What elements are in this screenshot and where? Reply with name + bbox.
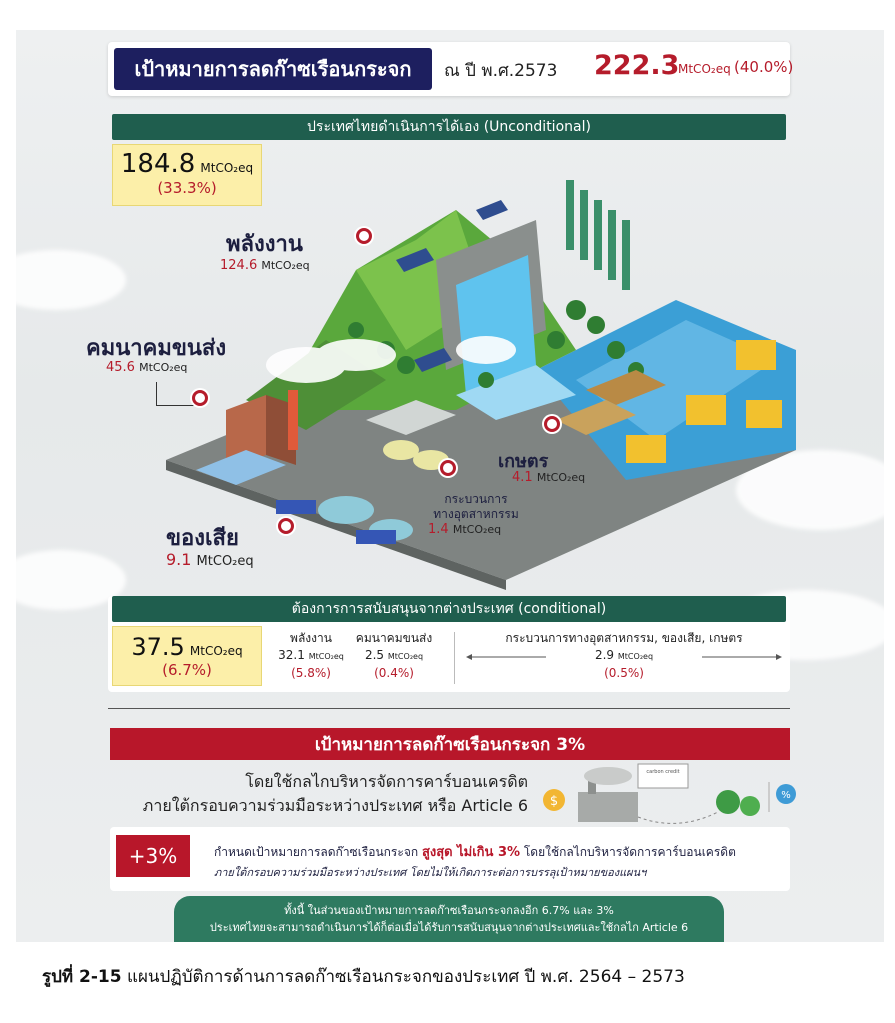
cloud-decoration [16, 250, 126, 310]
figure-caption-label: รูปที่ 2-15 [42, 967, 122, 987]
conditional-band: ต้องการการสนับสนุนจากต่างประเทศ (conditional) [112, 596, 786, 622]
agriculture-map-pin [544, 416, 560, 432]
svg-text:%: % [781, 790, 791, 801]
conditional-other-label: กระบวนการทางอุตสาหกรรม, ของเสีย, เกษตร [505, 631, 743, 645]
sector-energy-unit: MtCO₂eq [261, 259, 310, 272]
bus [356, 530, 396, 544]
red-chimney [288, 390, 298, 450]
sector-industry-label-line2: ทางอุตสาหกรรม [433, 507, 519, 521]
conditional-value: 37.5 [131, 633, 185, 661]
conditional-other-pct: (0.5%) [604, 666, 644, 680]
plus3-line1-b: โดยใช้กลไกบริหารจัดการคาร์บอนเครดิต [520, 845, 736, 859]
conditional-other-col [462, 630, 786, 682]
transport-map-pin [192, 390, 208, 406]
conditional-transport-value: 2.5 [364, 648, 385, 662]
sector-transport-value: 45.6 [106, 360, 135, 375]
sector-agriculture-unit: MtCO₂eq [536, 471, 586, 484]
sector-energy-label: พลังงาน [226, 232, 303, 257]
transport-leader-line [156, 382, 196, 406]
unconditional-unit: MtCO₂eq [200, 161, 254, 175]
sector-waste-unit: MtCO₂eq [196, 554, 254, 569]
factory-icon [578, 792, 638, 822]
article6-description [76, 770, 528, 818]
svg-text:carbon credit: carbon credit [646, 769, 680, 775]
sector-waste-label: ของเสีย [166, 526, 239, 551]
section-divider [108, 708, 790, 709]
page-title: เป้าหมายการลดก๊าซเรือนกระจก [114, 48, 432, 90]
carbon-credit-card [638, 764, 688, 788]
carbon-credit-illustration [538, 762, 800, 828]
sector-agriculture-label: เกษตร [498, 451, 549, 472]
svg-text:$: $ [549, 794, 559, 809]
conditional-energy-unit: MtCO₂eq [308, 652, 344, 661]
note-line1: ทั้งนี้ ในส่วนของเป้าหมายการลดก๊าซเรือนกระจกลงอีก 6.7% และ 3% [284, 904, 614, 917]
sector-industry-label-line1: กระบวนการ [444, 492, 508, 506]
conditional-transport-pct: (0.4%) [374, 666, 414, 680]
plus3-highlight: สูงสุด ไม่เกิน 3% [421, 845, 521, 860]
infographic-canvas [16, 30, 884, 942]
total-reduction-unit: MtCO₂eq [678, 62, 731, 76]
sector-agriculture-value-wrap [512, 470, 585, 485]
sector-waste-value: 9.1 [166, 550, 192, 569]
conditional-energy-label: พลังงาน [290, 631, 332, 645]
span-arrow [466, 653, 782, 661]
sector-industry-value: 1.4 [428, 522, 449, 537]
conditional-pct: (6.7%) [162, 661, 212, 679]
target-year: ณ ปี พ.ศ.2573 [444, 61, 558, 81]
sector-industry-label [416, 492, 536, 522]
figure-caption-text: แผนปฏิบัติการด้านการลดก๊าซเรือนกระจกของประเทศ ปี พ.ศ. 2564 – 2573 [121, 967, 685, 987]
conditional-transport-label: คมนาคมขนส่ง [355, 631, 433, 645]
bus [276, 500, 316, 514]
plus3-line1-a: กำหนดเป้าหมายการลดก๊าซเรือนกระจก [214, 845, 422, 859]
conditional-transport-col [352, 630, 436, 682]
conditional-panel [108, 596, 790, 692]
conditional-energy-pct: (5.8%) [291, 666, 331, 680]
sector-waste-value-wrap [166, 550, 254, 569]
tree-icon [716, 790, 740, 814]
water-treatment-tank [318, 496, 374, 524]
column-divider [454, 632, 455, 684]
article6-line1: โดยใช้กลไกบริหารจัดการคาร์บอนเครดิต [245, 772, 528, 791]
total-reduction-pct: (40.0%) [734, 58, 794, 76]
conditional-other-value: 2.9 [594, 648, 615, 662]
sector-industry-value-wrap [428, 522, 501, 537]
article6-line2: ภายใต้กรอบความร่วมมือระหว่างประเทศ หรือ Article 6 [142, 796, 528, 815]
sector-industry-unit: MtCO₂eq [452, 523, 502, 536]
total-reduction-value: 222.3 [594, 50, 680, 81]
title-bar [108, 42, 794, 96]
unconditional-band: ประเทศไทยดำเนินการได้เอง (Unconditional) [112, 114, 786, 140]
conditional-unit: MtCO₂eq [189, 644, 243, 658]
plus3-line1 [214, 841, 736, 862]
article6-band: เป้าหมายการลดก๊าซเรือนกระจก 3% [110, 728, 790, 760]
sector-transport-unit: MtCO₂eq [139, 361, 188, 374]
plus3-badge: +3% [116, 835, 190, 877]
sector-transport-label: คมนาคมขนส่ง [86, 336, 227, 361]
industry-map-pin [440, 460, 456, 476]
sector-energy-value: 124.6 [220, 258, 258, 273]
sector-transport-value-wrap [106, 360, 187, 375]
energy-map-pin [356, 228, 372, 244]
conditional-total-box [112, 626, 262, 686]
sector-energy-value-wrap [220, 258, 310, 273]
unconditional-value: 184.8 [120, 149, 196, 179]
conditional-energy-value: 32.1 [278, 648, 305, 662]
solar-panel [476, 200, 508, 220]
conditional-transport-unit: MtCO₂eq [387, 652, 424, 661]
wind-turbine-icon [768, 782, 770, 812]
plus3-line2: ภายใต้กรอบความร่วมมือระหว่างประเทศ โดยไม่ให้เกิดภาระต่อการบรรลุเป้าหมายของแผนฯ [214, 866, 647, 879]
sector-agriculture-value: 4.1 [512, 470, 533, 485]
note-line2: ประเทศไทยจะสามารถดำเนินการได้ก็ต่อเมื่อได้รับการสนับสนุนจากต่างประเทศและใช้กลไก Article 6 [209, 921, 689, 934]
unconditional-pct: (33.3%) [157, 179, 217, 197]
conditional-energy-col [276, 630, 346, 682]
waste-map-pin [278, 518, 294, 534]
conditional-other-unit: MtCO₂eq [617, 652, 654, 661]
note-panel [174, 896, 724, 942]
figure-caption [42, 963, 685, 990]
plus3-panel [110, 827, 790, 891]
